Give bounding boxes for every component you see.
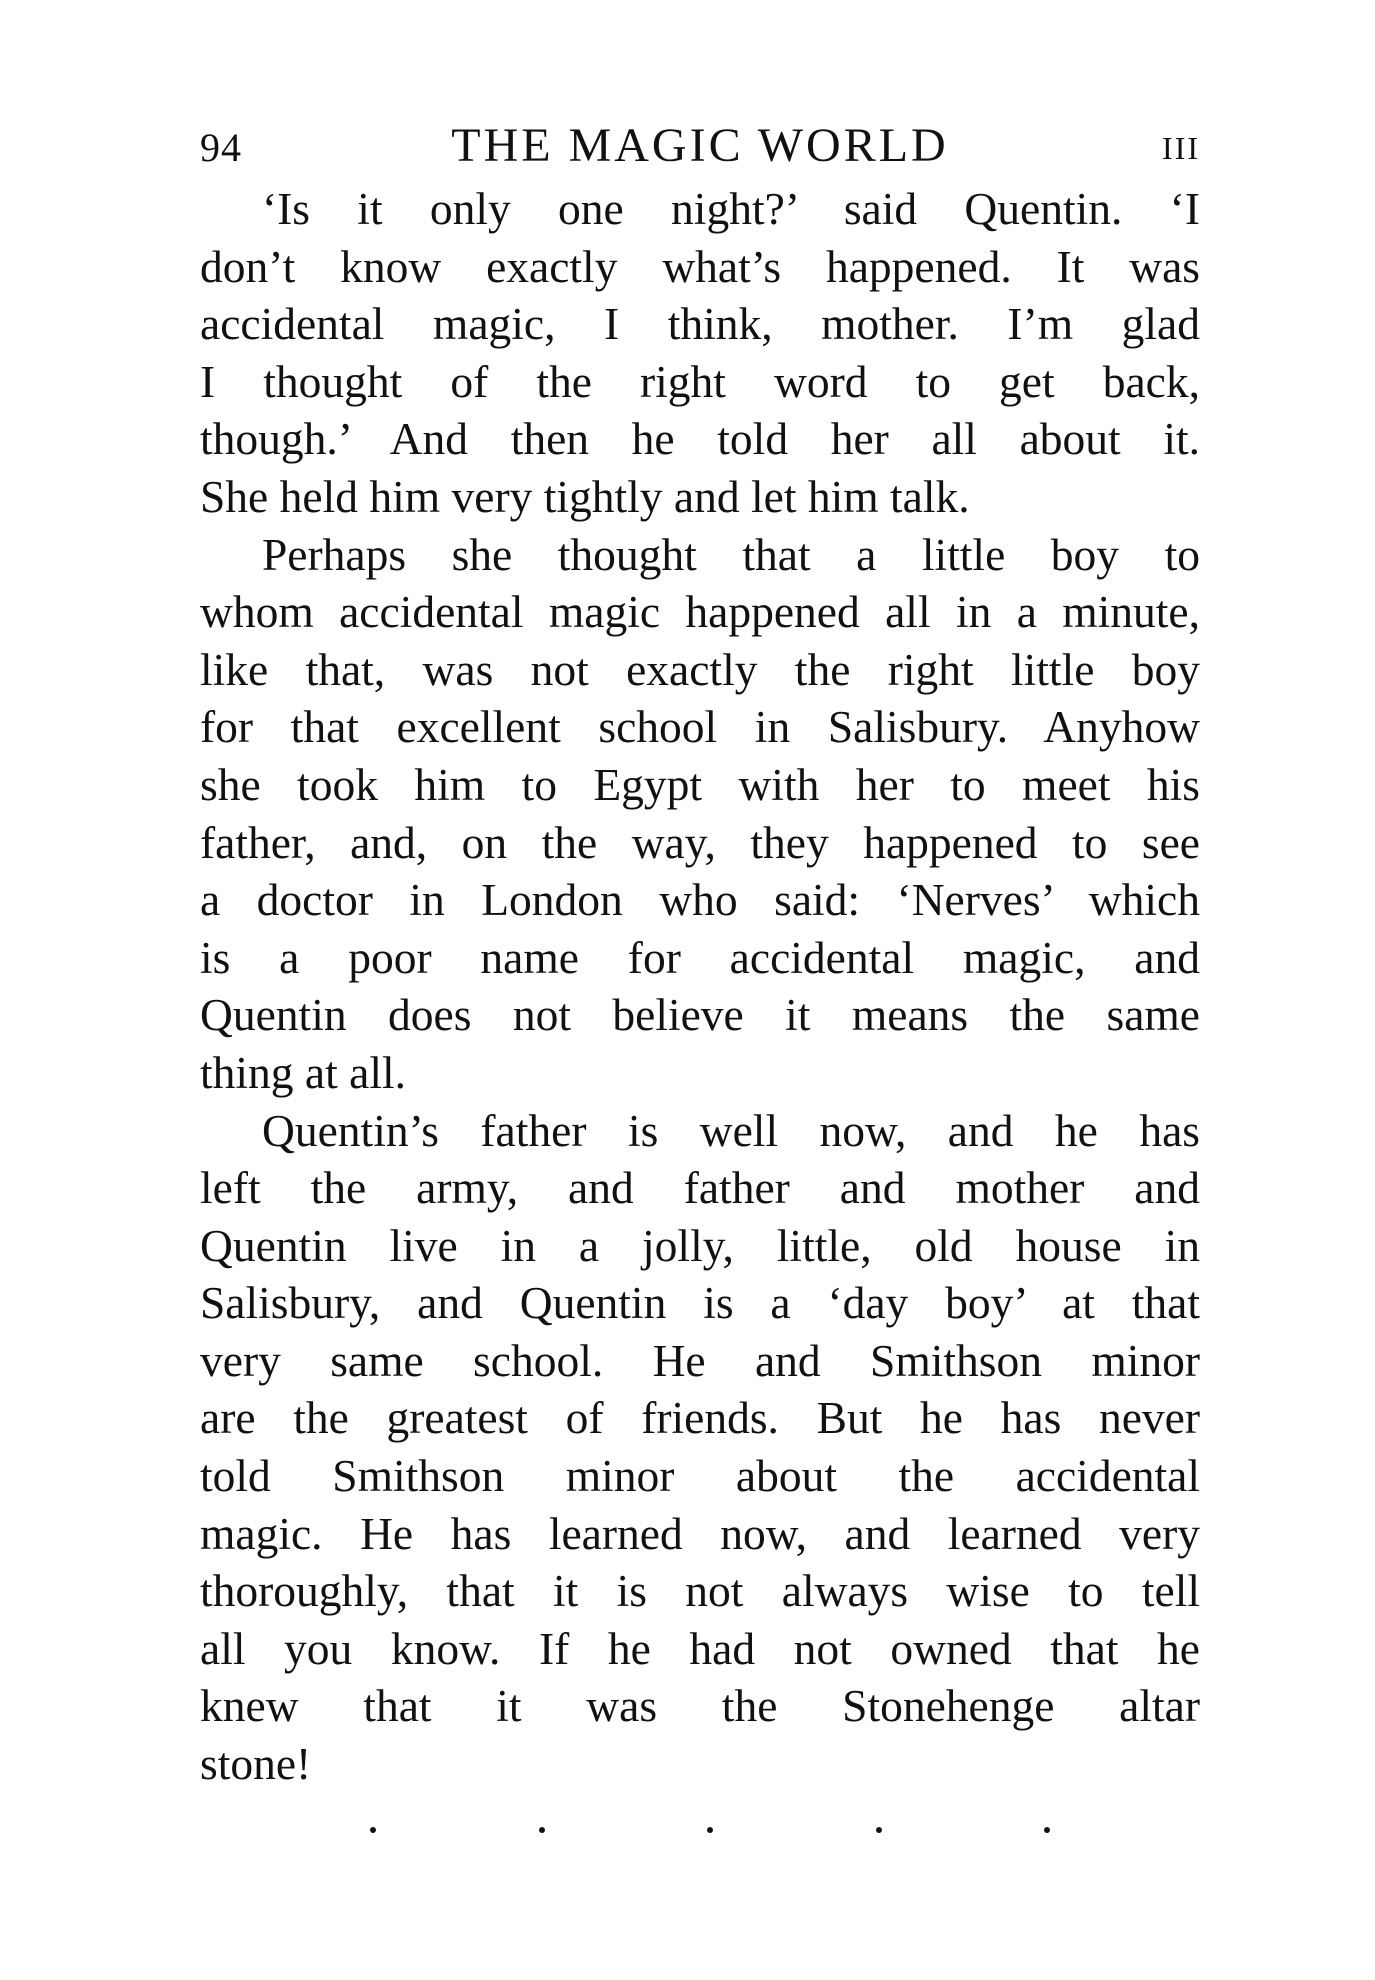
text-line: father, and, on the way, they happened to see — [200, 816, 1200, 868]
text-line: very same school. He and Smithson minor — [200, 1334, 1200, 1386]
ornament-dot — [539, 1827, 545, 1833]
ornament-dot — [1044, 1827, 1050, 1833]
ornament-dot — [370, 1827, 376, 1833]
text-line: like that, was not exactly the right little boy — [200, 643, 1200, 695]
text-line: ‘Is it only one night?’ said Quentin. ‘I — [262, 183, 1200, 234]
text-line: Quentin’s father is well now, and he has — [262, 1104, 1200, 1156]
book-page — [200, 110, 1200, 1833]
text-line: Quentin live in a jolly, little, old house in — [200, 1219, 1200, 1271]
ornament-dot — [707, 1827, 713, 1833]
body-text — [200, 180, 1200, 1793]
ornament-dot — [876, 1827, 882, 1833]
text-line: I thought of the right word to get back, — [200, 355, 1200, 407]
text-line: knew that it was the Stonehenge altar — [200, 1680, 1200, 1732]
text-line: all you know. If he had not owned that he — [200, 1622, 1200, 1674]
text-line: a doctor in London who said: ‘Nerves’ which — [200, 874, 1200, 926]
text-line: whom accidental magic happened all in a minute, — [200, 586, 1200, 638]
text-line: thing at all. — [200, 1046, 406, 1098]
text-line: She held him very tightly and let him talk. — [200, 470, 970, 522]
chapter-number: III — [1162, 130, 1200, 166]
text-line: Salisbury, and Quentin is a ‘day boy’ at that — [200, 1277, 1200, 1329]
page-number: 94 — [200, 125, 242, 170]
text-line: Quentin does not believe it means the same — [200, 989, 1200, 1041]
text-line: though.’ And then he told her all about it. — [200, 413, 1200, 465]
text-line: left the army, and father and mother and — [200, 1162, 1200, 1214]
text-line: stone! — [200, 1738, 312, 1790]
text-line: accidental magic, I think, mother. I’m glad — [200, 298, 1200, 350]
running-head — [200, 110, 1200, 180]
text-line: told Smithson minor about the accidental — [200, 1450, 1200, 1502]
text-line: don’t know exactly what’s happened. It was — [200, 240, 1200, 292]
text-line: thoroughly, that it is not always wise to tell — [200, 1565, 1200, 1617]
text-line: Perhaps she thought that a little boy to — [262, 528, 1200, 580]
text-line: for that excellent school in Salisbury. Anyhow — [200, 701, 1200, 753]
text-line: is a poor name for accidental magic, and — [200, 931, 1200, 983]
text-line: magic. He has learned now, and learned very — [200, 1507, 1200, 1559]
running-title: THE MAGIC WORLD — [451, 119, 949, 172]
section-break-ornament — [370, 1827, 1050, 1833]
text-line: she took him to Egypt with her to meet his — [200, 758, 1200, 810]
text-line: are the greatest of friends. But he has never — [200, 1392, 1200, 1444]
